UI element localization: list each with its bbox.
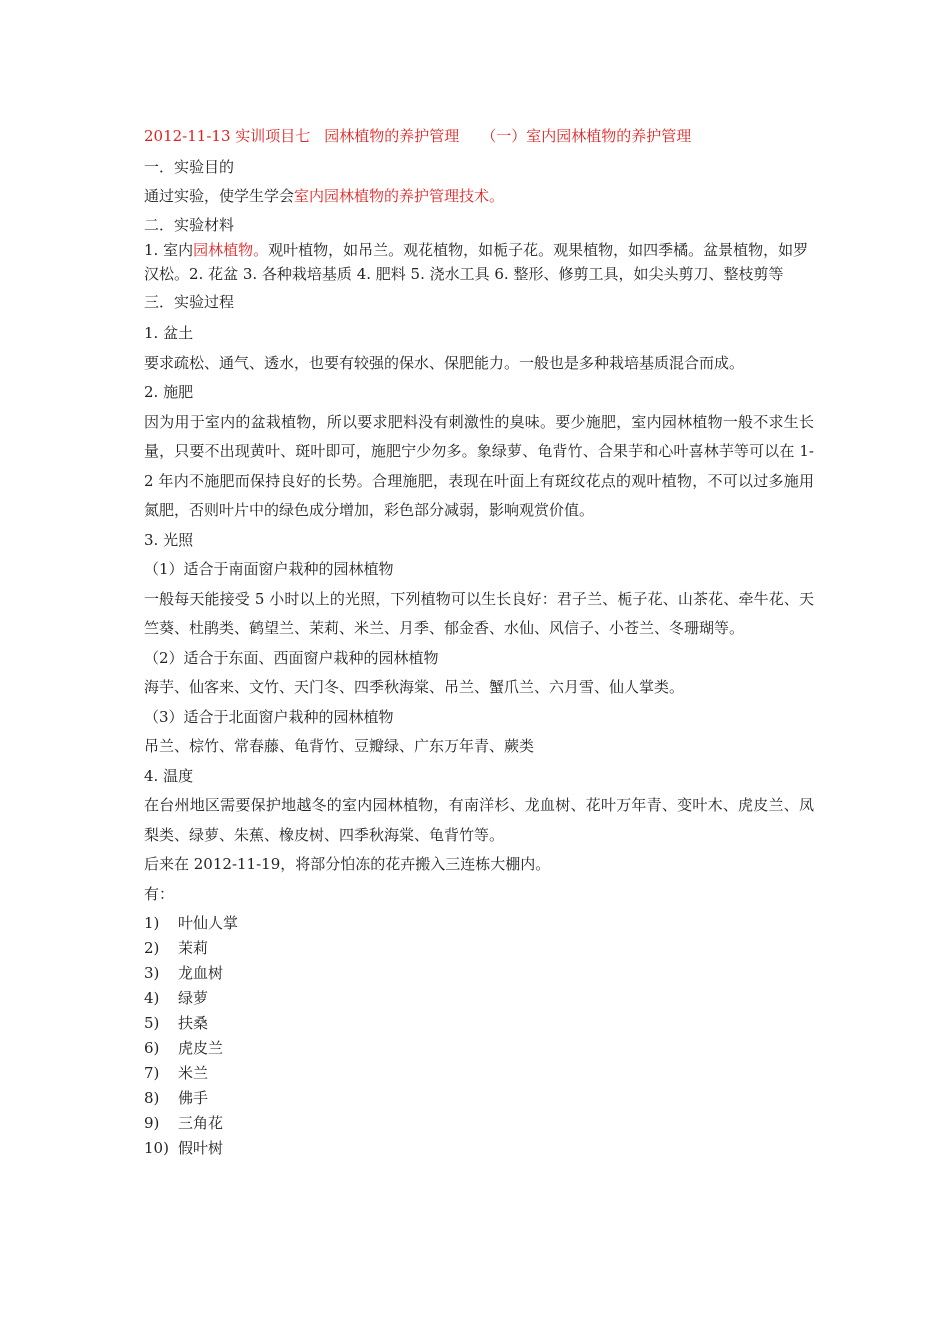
purpose-highlight: 室内园林植物的养护管理技术。 xyxy=(294,187,505,205)
list-item xyxy=(144,961,814,986)
light-north-text: 吊兰、棕竹、常春藤、龟背竹、豆瓣绿、广东万年青、蕨类 xyxy=(144,737,535,755)
list-plant-name: 三角花 xyxy=(178,1114,224,1132)
list-plant-name: 茉莉 xyxy=(178,939,209,957)
temperature-heading: 4. 温度 xyxy=(144,766,194,785)
have-label: 有： xyxy=(144,884,175,903)
list-number: 4) xyxy=(144,989,160,1007)
list-number: 7) xyxy=(144,1064,160,1082)
later-note: 后来在 2012-11-19，将部分怕冻的花卉搬入三连栋大棚内。 xyxy=(144,855,551,873)
list-number: 9) xyxy=(144,1114,160,1132)
list-item xyxy=(144,1036,814,1061)
list-plant-name: 佛手 xyxy=(178,1089,209,1107)
materials-highlight: 园林植物。 xyxy=(193,241,269,259)
list-item xyxy=(144,1136,814,1161)
list-plant-name: 虎皮兰 xyxy=(178,1039,224,1057)
list-item xyxy=(144,936,814,961)
list-plant-name: 叶仙人掌 xyxy=(178,914,239,932)
section-1-text xyxy=(144,184,814,209)
list-item xyxy=(144,1061,814,1086)
light-south-heading: （1）适合于南面窗户栽种的园林植物 xyxy=(144,560,394,578)
list-item xyxy=(144,1011,814,1036)
purpose-text: 通过实验，使学生学会 xyxy=(144,187,295,205)
title-subtitle: （一）室内园林植物的养护管理 xyxy=(481,127,692,145)
list-number: 10) xyxy=(144,1139,169,1157)
soil-text: 要求疏松、通气、透水，也要有较强的保水、保肥能力。一般也是多种栽培基质混合而成。 xyxy=(144,353,745,372)
light-south-text: 一般每天能接受 5 小时以上的光照，下列植物可以生长良好：君子兰、栀子花、山茶花、牵牛花、天竺葵、杜鹃类、鹤望兰、茉莉、米兰、月季、郁金香、水仙、风信子、小苍兰、冬珊瑚等。 xyxy=(144,589,814,637)
document-page xyxy=(144,124,814,1161)
light-heading: 3. 光照 xyxy=(144,530,194,549)
list-item xyxy=(144,986,814,1011)
materials-rest: 观叶植物，如吊兰。观花植物，如栀子花。观果植物，如四季橘。盆景植物，如罗汉松。2. 花盆 3. 各种栽培基质 4. 肥料 5. 浇水工具 6. 整形、修剪工具，如尖头剪刀、整枝剪等 xyxy=(144,241,809,283)
light-east-west-text: 海芋、仙客来、文竹、天门冬、四季秋海棠、吊兰、蟹爪兰、六月雪、仙人掌类。 xyxy=(144,678,685,696)
section-3-heading: 三．实验过程 xyxy=(144,293,235,311)
list-plant-name: 扶桑 xyxy=(178,1014,209,1032)
materials-paragraph xyxy=(144,238,814,286)
document-title xyxy=(144,124,814,149)
fertilizer-text: 因为用于室内的盆栽植物，所以要求肥料没有刺激性的臭味。要少施肥，室内园林植物一般不求生长量，只要不出现黄叶、斑叶即可，施肥宁少勿多。象绿萝、龟背竹、合果芋和心叶喜林芋等可以在 1-2 年内不施肥而保持良好的长势。合理施肥，表现在叶面上有斑纹花点的观叶植物，不可以过多施用氮肥，否则叶片中的绿色成分增加，彩色部分减弱，影响观赏价值。 xyxy=(144,412,814,519)
list-item xyxy=(144,1111,814,1136)
plant-list xyxy=(144,911,814,1161)
list-plant-name: 绿萝 xyxy=(178,989,209,1007)
list-number: 1) xyxy=(144,914,160,932)
list-item xyxy=(144,1086,814,1111)
fertilizer-heading: 2. 施肥 xyxy=(144,383,194,401)
section-2-heading: 二．实验材料 xyxy=(144,216,235,234)
light-east-west-heading: （2）适合于东面、西面窗户栽种的园林植物 xyxy=(144,648,439,667)
section-1-heading: 一．实验目的 xyxy=(144,158,235,176)
title-topic: 园林植物的养护管理 xyxy=(324,127,460,145)
list-plant-name: 米兰 xyxy=(178,1064,209,1082)
temperature-text: 在台州地区需要保护地越冬的室内园林植物，有南洋杉、龙血树、花叶万年青、变叶木、虎皮兰、凤梨类、绿萝、朱蕉、橡皮树、四季秋海棠、龟背竹等。 xyxy=(144,796,814,844)
light-north-heading: （3）适合于北面窗户栽种的园林植物 xyxy=(144,707,394,726)
soil-heading: 1. 盆土 xyxy=(144,324,194,342)
list-plant-name: 假叶树 xyxy=(178,1139,224,1157)
title-date-project: 2012-11-13 实训项目七 xyxy=(144,127,311,145)
list-number: 3) xyxy=(144,964,160,982)
list-plant-name: 龙血树 xyxy=(178,964,224,982)
list-number: 5) xyxy=(144,1014,160,1032)
list-item xyxy=(144,911,814,936)
list-number: 8) xyxy=(144,1089,160,1107)
list-number: 6) xyxy=(144,1039,160,1057)
list-number: 2) xyxy=(144,939,160,957)
materials-prefix: 1. 室内 xyxy=(144,241,194,259)
